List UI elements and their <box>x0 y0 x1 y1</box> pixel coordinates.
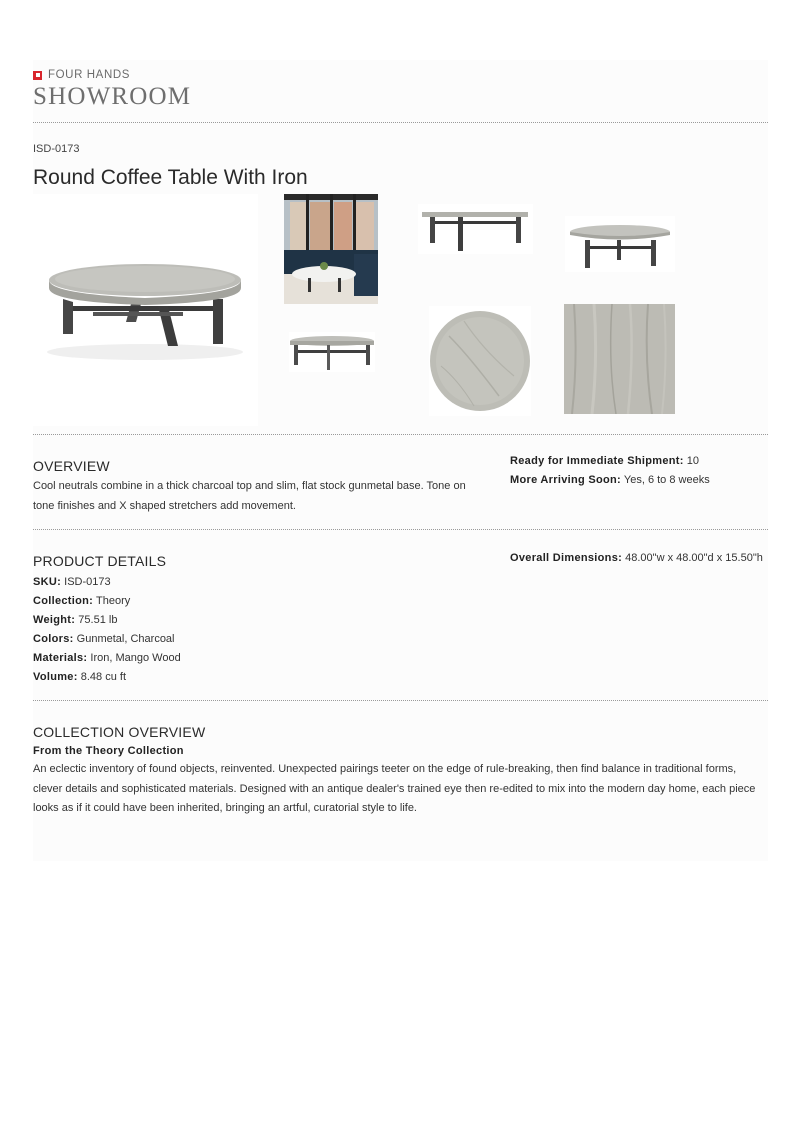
detail-row <box>33 611 181 630</box>
brand-logo-icon <box>33 71 42 80</box>
collection-section <box>33 701 768 861</box>
detail-value: ISD-0173 <box>64 576 111 588</box>
sku-header: ISD-0173 <box>33 143 80 155</box>
detail-row <box>33 592 181 611</box>
side-view-image[interactable] <box>418 204 533 254</box>
arriving-row <box>510 471 710 490</box>
main-product-image[interactable] <box>33 194 258 426</box>
wood-detail-image[interactable] <box>564 304 675 414</box>
product-gallery <box>33 194 768 434</box>
overview-heading: OVERVIEW <box>33 458 110 474</box>
details-list <box>33 573 181 687</box>
arriving-label: More Arriving Soon: <box>510 474 622 486</box>
spec-sheet <box>33 60 768 861</box>
lifestyle-room-image[interactable] <box>284 194 378 304</box>
overview-section <box>33 435 768 529</box>
product-title: Round Coffee Table With Iron <box>33 166 308 189</box>
dimensions-value: 48.00"w x 48.00"d x 15.50"h <box>625 552 763 564</box>
divider <box>33 122 768 123</box>
brand-top-text: FOUR HANDS <box>48 69 131 81</box>
detail-row <box>33 668 181 687</box>
detail-row <box>33 630 181 649</box>
detail-value: 8.48 cu ft <box>80 671 127 683</box>
detail-label: Weight: <box>33 614 76 626</box>
collection-subheading: From the Theory Collection <box>33 745 184 757</box>
brand-header <box>33 60 768 122</box>
low-angle-view-image[interactable] <box>289 332 375 372</box>
arriving-value: Yes, 6 to 8 weeks <box>623 474 710 486</box>
details-heading: PRODUCT DETAILS <box>33 553 167 569</box>
dimensions-info <box>510 549 763 568</box>
angle-view-image[interactable] <box>565 216 675 272</box>
detail-label: SKU: <box>33 576 62 588</box>
detail-value: Iron, Mango Wood <box>90 652 181 664</box>
shipment-info <box>510 452 710 490</box>
brand-top <box>33 69 768 81</box>
shipment-value: 10 <box>686 455 700 467</box>
overview-text: Cool neutrals combine in a thick charcoal top and slim, flat stock gunmetal base. Tone on tone finishes and X shaped stretchers add movement. <box>33 480 466 512</box>
detail-row <box>33 573 181 592</box>
dimensions-label: Overall Dimensions: <box>510 552 623 564</box>
detail-value: Gunmetal, Charcoal <box>76 633 175 645</box>
detail-label: Volume: <box>33 671 78 683</box>
brand-showroom: SHOWROOM <box>33 83 192 110</box>
collection-text: An eclectic inventory of found objects, reinvented. Unexpected pairings teeter on the edge of rule-breaking, then find balance in traditional forms, clever details and sophisticated materials. Designed with an antique dealer's trained eye then re-edited to mix into the modern day home, each piece looks as if it could have been inherited, bringing an artful, curatorial style to life. <box>33 763 756 814</box>
shipment-row <box>510 452 710 471</box>
product-details-section <box>33 530 768 700</box>
detail-value: Theory <box>96 595 131 607</box>
shipment-label: Ready for Immediate Shipment: <box>510 455 684 467</box>
detail-value: 75.51 lb <box>78 614 118 626</box>
collection-heading: COLLECTION OVERVIEW <box>33 724 206 740</box>
top-view-image[interactable] <box>429 306 531 416</box>
detail-label: Collection: <box>33 595 94 607</box>
detail-label: Colors: <box>33 633 74 645</box>
detail-label: Materials: <box>33 652 88 664</box>
detail-row <box>33 649 181 668</box>
